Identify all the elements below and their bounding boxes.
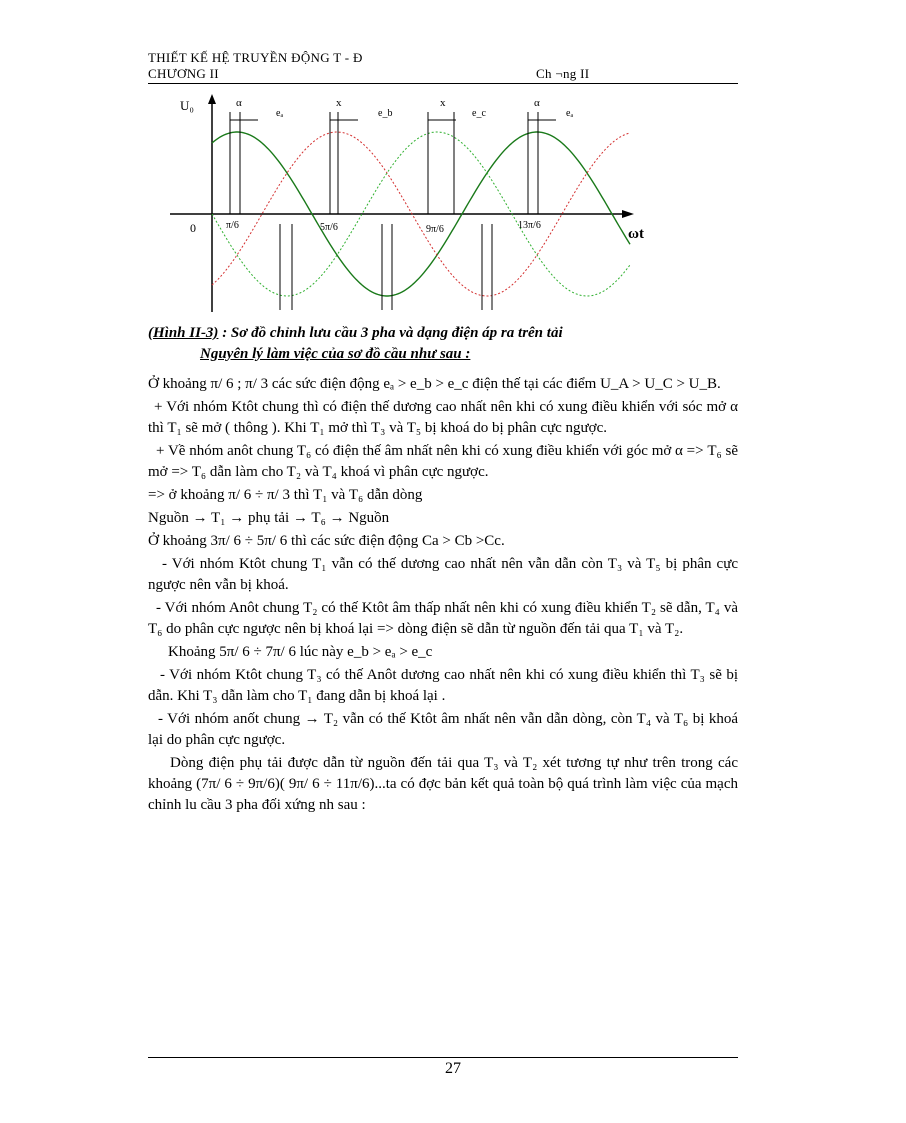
caption-text: : Sơ đồ chỉnh lưu cầu 3 pha và dạng điện áp ra trên tải <box>218 325 563 341</box>
tick-label-4: 13π/6 <box>518 220 541 231</box>
paragraph: Dòng điện phụ tải được dẫn từ nguồn đến tải qua T₃ và T₂ xét tương tự như trên trong các khoảng (7π/ 6 ÷ 9π/6)( 9π/ 6 ÷ 11π/6)...ta có đợc bản kết quả toàn bộ quá trình làm việc của mạch chỉnh lu cầu 3 pha đối xứng nh sau : <box>148 755 738 813</box>
page-number: 27 <box>445 1060 461 1077</box>
paragraph: - Với nhóm anốt chung → T₂ vẫn có thế Ktôt âm nhất nên vẫn dẫn dòng, còn T₄ và T₆ bị khoá lại do phân cực ngược. <box>148 711 738 748</box>
paragraph: Ở khoảng 3π/ 6 ÷ 5π/ 6 thì các sức điện động Ca > Cb >Cc. <box>148 533 505 549</box>
paragraph: Ở khoảng π/ 6 ; π/ 3 các sức điện động eₐ > e_b > e_c điện thế tại các điểm U_A > U_C > U_B. <box>148 376 721 392</box>
x-axis-arrow <box>622 210 634 218</box>
paragraph: + Về nhóm anôt chung T₆ có điện thế âm nhất nên khi có xung điều khiển với góc mở α => T₆ sẽ mở => T₆ dẫn làm cho T₂ và T₄ khoá vì phân cực ngược. <box>148 443 738 480</box>
phase-label-2: e_b <box>378 108 393 119</box>
paragraph: + Với nhóm Ktôt chung thì có điện thế dương cao nhất nên khi có xung điều khiển với sóc mở α thì T₁ sẽ mở ( thông ). Khi T₁ mở thì T₃ và T₅ bị khoá do bị phân cực ngược. <box>148 399 738 436</box>
tick-label-3: 9π/6 <box>426 224 444 235</box>
footer-rule <box>148 1057 738 1058</box>
chapter-left: CHƯƠNG II <box>148 66 219 81</box>
tick-label-2: 5π/6 <box>320 222 338 233</box>
phase-label-1: eₐ <box>276 108 284 119</box>
x-axis-label: ωt <box>628 226 644 242</box>
phase-label-3: e_c <box>472 108 486 119</box>
paragraph: - Với nhóm Anôt chung T₂ có thế Ktôt âm thấp nhất nên khi có xung điều khiển T₂ sẽ dẫn, T₄ và T₆ do phân cực ngược nên bị khoá lại => dòng điện sẽ dẫn từ nguồn đến tải qua T₁ và T₂. <box>148 600 738 637</box>
caption-label: (Hình II-3) <box>148 325 219 341</box>
phase-label-4: eₐ <box>566 108 574 119</box>
figure-caption <box>148 325 563 342</box>
paragraph: - Với nhóm Ktôt chung T₁ vẫn có thế dương cao nhất nên vẫn dẫn còn T₃ và T₅ bị phân cực ngược nên vẫn bị khoá. <box>148 556 738 593</box>
running-header-chapter <box>148 66 738 84</box>
origin-label: 0 <box>190 221 196 235</box>
alpha-label-1: α <box>236 97 242 109</box>
alpha-label-3: x <box>440 97 446 109</box>
y-axis-label: U₀ <box>180 98 194 113</box>
section-subheading: Nguyên lý làm việc của sơ đồ cầu như sau : <box>200 346 471 362</box>
chapter-right: Ch ¬ng II <box>536 66 590 81</box>
paragraph: => ở khoảng π/ 6 ÷ π/ 3 thì T₁ và T₆ dẫn dòng <box>148 487 423 503</box>
tick-label-1: π/6 <box>226 220 239 231</box>
alpha-label-4: α <box>534 97 540 109</box>
paragraph: Nguồn → T₁ → phụ tải → T₆ → Nguồn <box>148 510 390 526</box>
running-header-title: THIẾT KẾ HỆ TRUYỀN ĐỘNG T - Đ <box>148 50 363 65</box>
rectifier-waveform-figure <box>160 92 644 322</box>
paragraph: Khoảng 5π/ 6 ÷ 7π/ 6 lúc này e_b > eₐ > e_c <box>168 644 433 660</box>
paragraph: - Với nhóm Ktôt chung T₃ có thế Anôt dương cao nhất nên khi có xung điều khiển thì T₃ sẽ bị dẫn. Khi T₃ dẫn làm cho T₁ đang dẫn bị khoá lại . <box>148 667 738 704</box>
body-text <box>148 374 738 818</box>
alpha-label-2: x <box>336 97 342 109</box>
y-axis-arrow <box>208 94 216 104</box>
firing-markers <box>230 112 556 310</box>
